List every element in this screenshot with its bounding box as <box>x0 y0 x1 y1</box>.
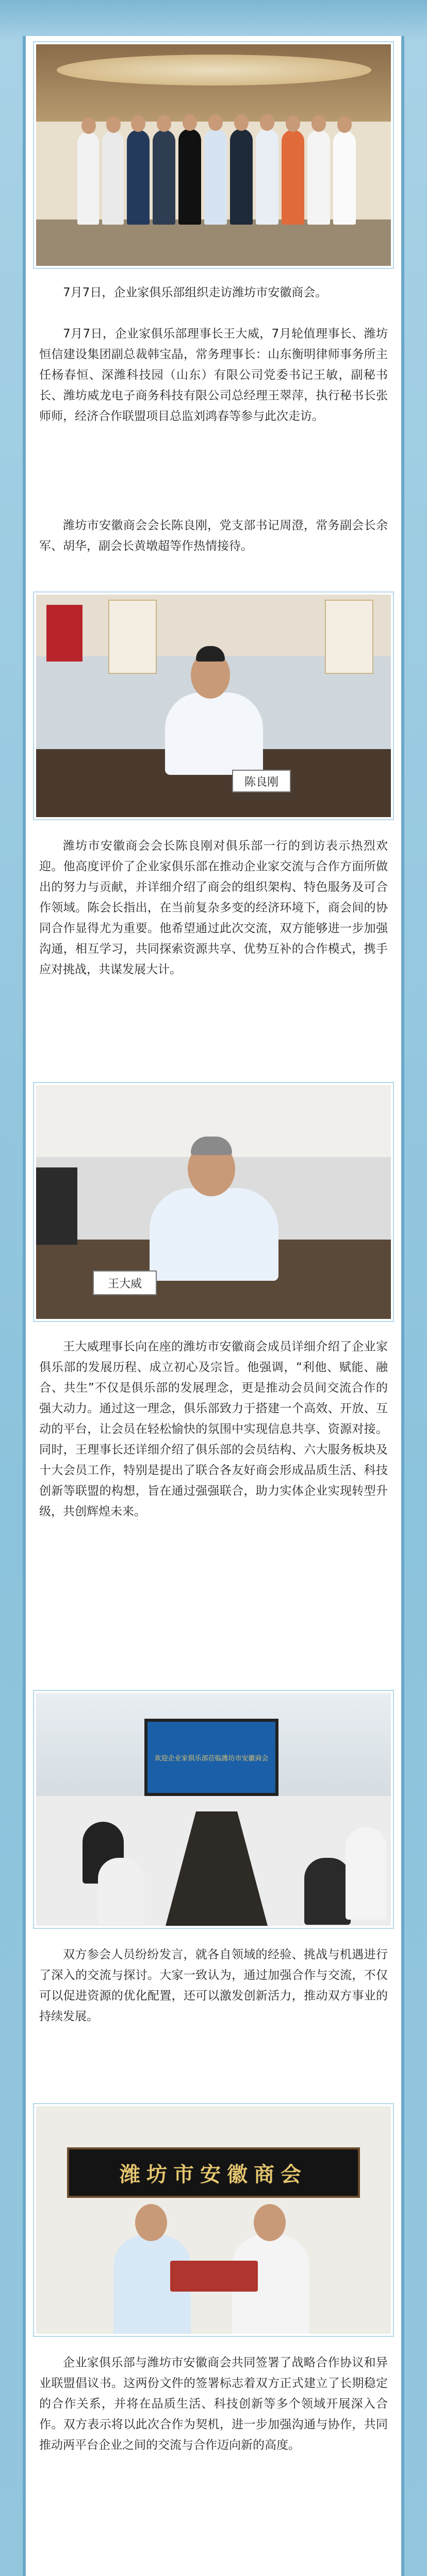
speaker-photo-1 <box>34 592 393 819</box>
banner-screen-text: 欢迎企业家俱乐部莅临潍坊市安徽商会 <box>154 1754 269 1762</box>
paragraph-2: 7月7日，企业家俱乐部理事长王大威，7月轮值理事长、潍坊恒信建设集团副总裁韩宝晶，常务理事长：山东衡明律师事务所主任杨春恒、深潍科技园（山东）有限公司党委书记王敏，副秘书长、潍坊威龙电子商务科技有限公司总经理王翠萍，执行秘书长张师师，经济合作联盟项目总监刘鸿春等参与此次走访。 <box>39 327 388 423</box>
paragraph-6: 双方参会人员纷纷发言，就各自领域的经验、挑战与机遇进行了深入的交流与探讨。大家一致认为，通过加强合作与交流，不仅可以促进资源的优化配置，还可以激发创新活力，推动双方事业的持续发展。 <box>39 1948 388 2023</box>
paragraph-3: 潍坊市安徽商会会长陈良刚，党支部书记周澄，常务副会长余军、胡华，副会长黄墩超等作热情接待。 <box>39 519 388 553</box>
paragraph-7: 企业家俱乐部与潍坊市安徽商会共同签署了战略合作协议和异业联盟倡议书。这两份文件的签署标志着双方正式建立了长期稳定的合作关系，并将在品质生活、科技创新等多个领域开展深入合作。双方表示将以此次合作为契机，进一步加强沟通与协作，共同推动两平台企业之间的交流与合作迈向新的高度。 <box>39 2356 388 2452</box>
top-decoration <box>0 0 427 41</box>
paragraph-5: 王大威理事长向在座的潍坊市安徽商会成员详细介绍了企业家俱乐部的发展历程、成立初心及宗旨。他强调，“利他、赋能、融合、共生”不仅是俱乐部的发展理念，更是推动会员间交流合作的强大动力。通过这一理念，俱乐部致力于搭建一个高效、开放、互动的平台，让会员在轻松愉快的氛围中实现信息共享、资源对接。同时，王理事长还详细介绍了俱乐部的会员结构、六大服务板块及十大会员工作，特别是提出了联合各友好商会形成品质生活、科技创新等联盟的构想，旨在通过强强联合，助力实体企业实现转型升级，共创辉煌未来。 <box>39 1340 388 1518</box>
meeting-room-photo <box>34 1691 393 1928</box>
agreement-photo <box>34 2104 393 2336</box>
chamber-sign: 潍坊市安徽商会 <box>67 2147 360 2198</box>
speaker-photo-2 <box>34 1083 393 1321</box>
paragraph-1: 7月7日，企业家俱乐部组织走访潍坊市安徽商会。 <box>63 286 327 299</box>
paragraph-4: 潍坊市安徽商会会长陈良刚对俱乐部一行的到访表示热烈欢迎。他高度评价了企业家俱乐部在推动企业家交流与合作方面所做出的努力与贡献，并详细介绍了商会的组织架构、特色服务及可合作领域。陈会长指出，在当前复杂多变的经济环境下，商会间的协同合作显得尤为重要。他希望通过此次交流，双方能够进一步加强沟通，相互学习，共同探索资源共享、优势互补的合作模式，携手应对挑战，共谋发展大计。 <box>39 839 388 976</box>
group-photo <box>34 42 393 268</box>
name-card: 王大威 <box>93 1270 157 1295</box>
name-card: 陈良刚 <box>232 770 291 792</box>
